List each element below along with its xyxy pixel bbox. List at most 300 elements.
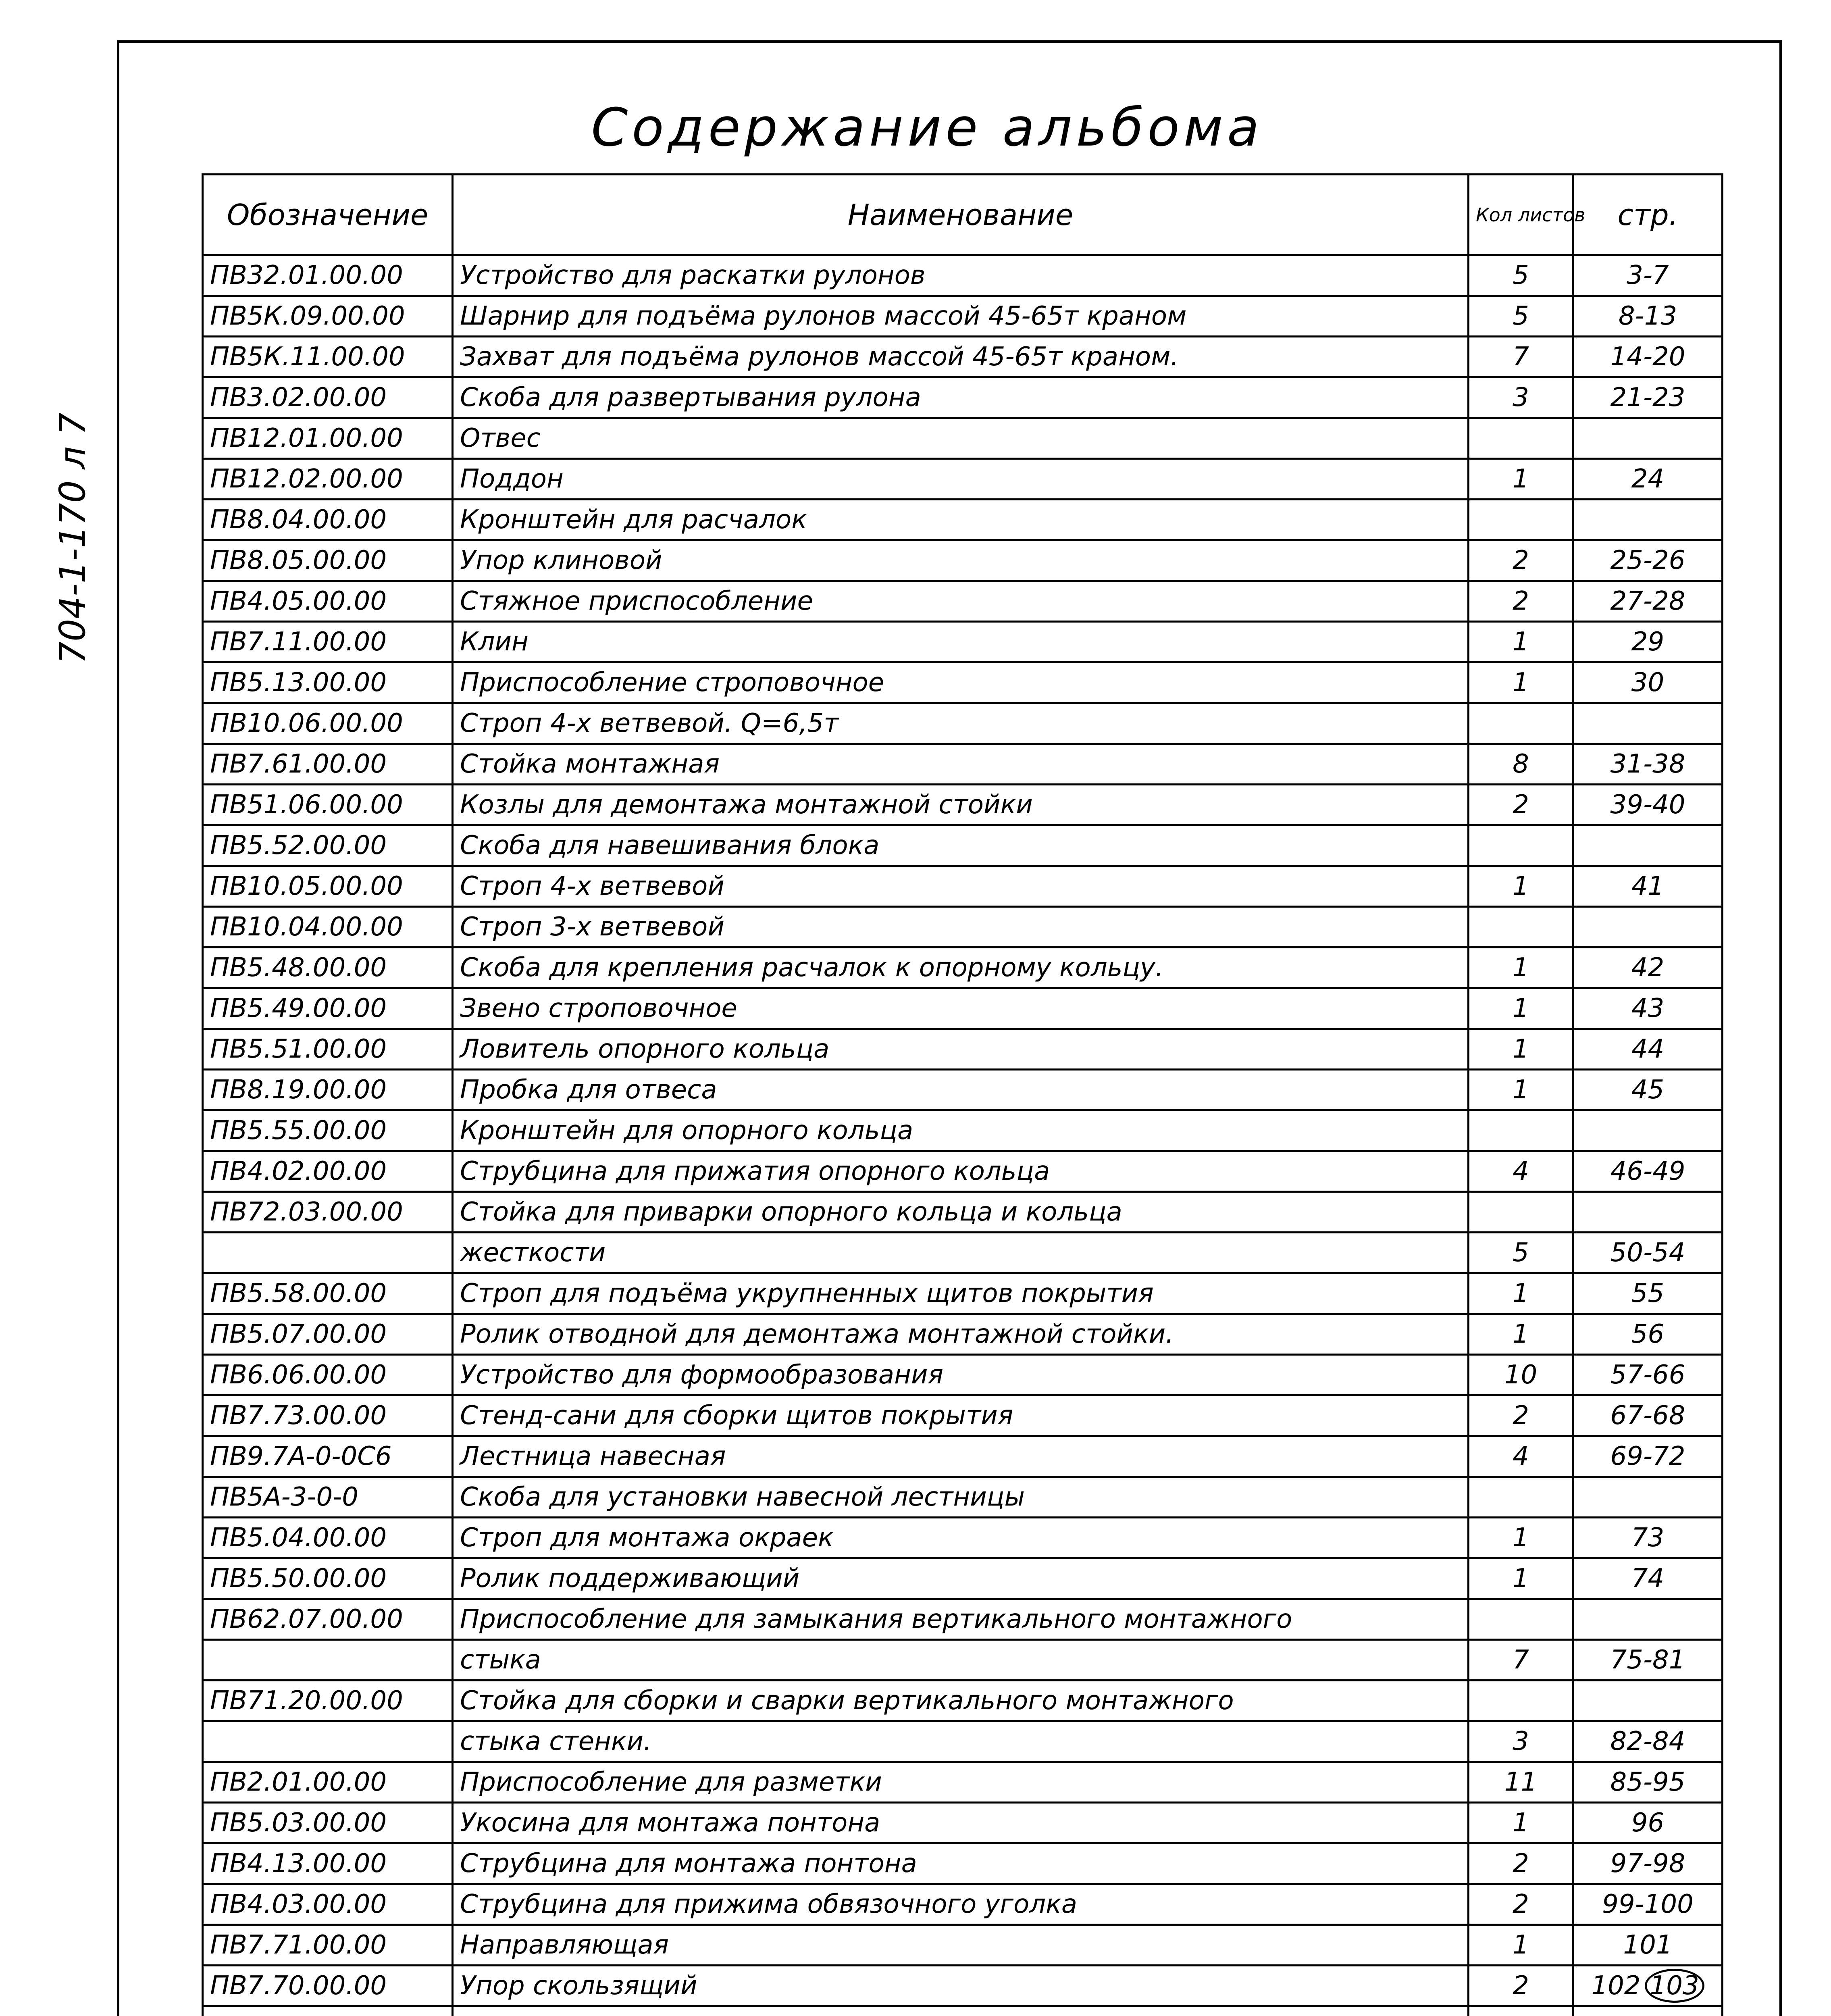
header-designation: Обозначение <box>203 175 453 255</box>
name-cell-text: Стойка монтажная <box>460 749 720 779</box>
designation-cell <box>203 703 453 744</box>
name-cell-text: Кронштейн для расчалок <box>460 505 807 535</box>
designation-cell-text: ПВ3.02.00.00 <box>210 383 387 412</box>
designation-cell <box>203 296 453 337</box>
qty-cell <box>1469 337 1573 377</box>
qty-cell <box>1469 255 1573 296</box>
name-cell <box>453 459 1469 500</box>
contents-table <box>202 173 1723 2016</box>
name-cell-text: Поддон <box>460 464 564 494</box>
name-cell-text: Упор скользящий <box>460 1971 697 2001</box>
side-designation <box>48 387 97 689</box>
qty-cell-text: 1 <box>1513 871 1529 901</box>
qty-cell <box>1469 866 1573 907</box>
page-cell <box>1573 296 1723 337</box>
page-cell <box>1573 1070 1723 1110</box>
page-cell-text: 14-20 <box>1610 342 1685 372</box>
qty-cell-text: 1 <box>1513 668 1529 698</box>
name-cell <box>453 1192 1469 1233</box>
designation-cell <box>203 907 453 948</box>
name-cell-text: Стенд-сани для сборки щитов покрытия <box>460 1401 1013 1431</box>
designation-cell <box>203 744 453 785</box>
name-cell <box>453 581 1469 622</box>
qty-cell <box>1469 703 1573 744</box>
page-cell <box>1573 866 1723 907</box>
table-row <box>203 2006 1723 2016</box>
designation-cell-text: ПВ7.61.00.00 <box>210 749 387 779</box>
page-cell <box>1573 418 1723 459</box>
table-row <box>203 459 1723 500</box>
qty-cell <box>1469 662 1573 703</box>
page-cell <box>1573 2006 1723 2016</box>
name-cell <box>453 377 1469 418</box>
designation-cell <box>203 1151 453 1192</box>
qty-cell-text: 1 <box>1513 1930 1529 1960</box>
designation-cell <box>203 1029 453 1070</box>
qty-cell <box>1469 1395 1573 1436</box>
name-cell <box>453 662 1469 703</box>
page-cell-text: 50-54 <box>1610 1238 1685 1268</box>
designation-cell-text: ПВ7.71.00.00 <box>210 1930 387 1960</box>
designation-cell-text: ПВ4.05.00.00 <box>210 586 387 616</box>
name-cell-text: Звено строповочное <box>460 993 737 1023</box>
designation-cell <box>203 1925 453 1966</box>
qty-cell <box>1469 1477 1573 1518</box>
name-cell <box>453 500 1469 540</box>
page-cell <box>1573 1681 1723 1721</box>
name-cell <box>453 2006 1469 2016</box>
page-cell <box>1573 459 1723 500</box>
designation-cell-text: ПВ7.73.00.00 <box>210 1401 387 1431</box>
qty-cell-text: 1 <box>1513 1319 1529 1349</box>
designation-cell <box>203 540 453 581</box>
table-row <box>203 500 1723 540</box>
designation-cell <box>203 1640 453 1681</box>
designation-cell-text: ПВ12.01.00.00 <box>210 423 403 453</box>
designation-cell <box>203 1681 453 1721</box>
name-cell-text: Направляющая <box>460 1930 669 1960</box>
designation-cell <box>203 1721 453 1762</box>
designation-cell-text: ПВ12.02.00.00 <box>210 464 403 494</box>
page-cell <box>1573 1355 1723 1395</box>
table-row <box>203 785 1723 825</box>
name-cell-text: Отвес <box>460 423 541 453</box>
qty-cell <box>1469 296 1573 337</box>
page-cell <box>1573 1599 1723 1640</box>
qty-cell <box>1469 2006 1573 2016</box>
designation-cell-text: ПВ4.13.00.00 <box>210 1849 387 1879</box>
name-cell-text: Лестница навесная <box>460 1441 726 1471</box>
page-cell-text: 25-26 <box>1610 546 1685 575</box>
qty-cell-text: 4 <box>1513 1441 1529 1471</box>
name-cell-text: Шарнир для подъёма рулонов массой 45-65т краном <box>460 301 1187 331</box>
name-cell-text: Клин <box>460 627 528 657</box>
qty-cell <box>1469 418 1573 459</box>
designation-cell-text: ПВ5.13.00.00 <box>210 668 387 698</box>
qty-cell <box>1469 1721 1573 1762</box>
designation-cell <box>203 1314 453 1355</box>
page-cell-text: 30 <box>1631 668 1665 698</box>
name-cell <box>453 907 1469 948</box>
circled-page-number: 103 <box>1645 1969 1704 2003</box>
qty-cell <box>1469 1925 1573 1966</box>
qty-cell <box>1469 377 1573 418</box>
designation-cell <box>203 622 453 662</box>
table-row <box>203 1273 1723 1314</box>
page-cell-text: 69-72 <box>1610 1441 1685 1471</box>
qty-cell-text: 2 <box>1513 1889 1529 1919</box>
qty-cell-text: 2 <box>1513 1401 1529 1431</box>
qty-cell <box>1469 1558 1573 1599</box>
name-cell <box>453 1803 1469 1843</box>
qty-cell <box>1469 581 1573 622</box>
name-cell-text: Струбцина для монтажа понтона <box>460 1849 917 1879</box>
table-row <box>203 1966 1723 2006</box>
name-cell <box>453 296 1469 337</box>
header-qty: Кол листов <box>1469 175 1573 255</box>
name-cell <box>453 1721 1469 1762</box>
table-row <box>203 1843 1723 1884</box>
qty-cell-text: 2 <box>1513 1971 1529 2001</box>
qty-cell-text: 7 <box>1513 1645 1529 1675</box>
designation-cell-text: ПВ8.04.00.00 <box>210 505 387 535</box>
table-header-row <box>203 175 1723 255</box>
name-cell <box>453 1070 1469 1110</box>
table-row <box>203 581 1723 622</box>
designation-cell-text: ПВ10.04.00.00 <box>210 912 403 942</box>
table-row <box>203 1395 1723 1436</box>
name-cell-text: Приспособление для разметки <box>460 1767 882 1797</box>
table-row <box>203 1762 1723 1803</box>
qty-cell-text: 2 <box>1513 790 1529 820</box>
name-cell <box>453 1233 1469 1273</box>
name-cell <box>453 1966 1469 2006</box>
table-row <box>203 1192 1723 1233</box>
name-cell-text: Ролик отводной для демонтажа монтажной стойки. <box>460 1319 1174 1349</box>
name-cell-text: Ролик поддерживающий <box>460 1564 800 1593</box>
name-cell-text: Устройство для формообразования <box>460 1360 943 1390</box>
designation-cell <box>203 337 453 377</box>
name-cell <box>453 785 1469 825</box>
designation-cell <box>203 1070 453 1110</box>
designation-cell-text: ПВ71.20.00.00 <box>210 1686 403 1716</box>
qty-cell <box>1469 1436 1573 1477</box>
designation-cell-text: ПВ5К.09.00.00 <box>210 301 405 331</box>
page-cell <box>1573 1477 1723 1518</box>
page-cell <box>1573 988 1723 1029</box>
page-cell-text: 74 <box>1631 1564 1665 1593</box>
page-cell <box>1573 1884 1723 1925</box>
qty-cell <box>1469 1233 1573 1273</box>
qty-cell-text: 1 <box>1513 1034 1529 1064</box>
name-cell <box>453 1762 1469 1803</box>
qty-cell-text: 5 <box>1513 301 1529 331</box>
qty-cell-text: 11 <box>1504 1767 1538 1797</box>
qty-cell <box>1469 1029 1573 1070</box>
page-cell-text: 3-7 <box>1627 260 1669 290</box>
name-cell <box>453 988 1469 1029</box>
name-cell-text: Устройство для раскатки рулонов <box>460 260 926 290</box>
designation-cell <box>203 255 453 296</box>
name-cell <box>453 744 1469 785</box>
table-row <box>203 377 1723 418</box>
designation-cell <box>203 1966 453 2006</box>
designation-cell-text: ПВ9.7А-0-0С6 <box>210 1441 392 1471</box>
name-cell <box>453 540 1469 581</box>
name-cell-text: Скоба для навешивания блока <box>460 831 880 860</box>
page-cell-text: 39-40 <box>1610 790 1685 820</box>
page-cell <box>1573 500 1723 540</box>
designation-cell-text: ПВ5.49.00.00 <box>210 993 387 1023</box>
qty-cell <box>1469 1681 1573 1721</box>
page-cell-text: 85-95 <box>1610 1767 1685 1797</box>
designation-cell-text: ПВ10.05.00.00 <box>210 871 403 901</box>
qty-cell-text: 2 <box>1513 586 1529 616</box>
page-cell-text: 8-13 <box>1618 301 1677 331</box>
name-cell-text: Стойка для сборки и сварки вертикального монтажного <box>460 1686 1234 1716</box>
designation-cell-text: ПВ5.07.00.00 <box>210 1319 387 1349</box>
page-cell-text: 21-23 <box>1610 383 1685 412</box>
designation-cell-text: ПВ32.01.00.00 <box>210 260 403 290</box>
qty-cell-text: 1 <box>1513 1279 1529 1308</box>
name-cell <box>453 1599 1469 1640</box>
qty-cell <box>1469 540 1573 581</box>
page-cell-text: 43 <box>1631 993 1665 1023</box>
side-designation-text: 704-1-170 л 7 <box>52 412 94 664</box>
page-cell-text: 102 <box>1591 1971 1641 2001</box>
designation-cell <box>203 1762 453 1803</box>
designation-cell-text: ПВ72.03.00.00 <box>210 1197 403 1227</box>
name-cell <box>453 1029 1469 1070</box>
designation-cell-text: ПВ5.04.00.00 <box>210 1523 387 1553</box>
designation-cell <box>203 662 453 703</box>
designation-cell-text: ПВ2.01.00.00 <box>210 1767 387 1797</box>
name-cell <box>453 1355 1469 1395</box>
header-name: Наименование <box>453 175 1469 255</box>
qty-cell <box>1469 1355 1573 1395</box>
page-cell <box>1573 1273 1723 1314</box>
designation-cell <box>203 825 453 866</box>
page-cell <box>1573 825 1723 866</box>
page-cell <box>1573 255 1723 296</box>
name-cell <box>453 1558 1469 1599</box>
table-row <box>203 1681 1723 1721</box>
designation-cell <box>203 1395 453 1436</box>
page-cell <box>1573 622 1723 662</box>
page-cell <box>1573 1110 1723 1151</box>
name-cell <box>453 1518 1469 1558</box>
name-cell <box>453 622 1469 662</box>
designation-cell-text: ПВ6.06.00.00 <box>210 1360 387 1390</box>
table-row <box>203 662 1723 703</box>
qty-cell-text: 10 <box>1504 1360 1538 1390</box>
name-cell-text: Строп для монтажа окраек <box>460 1523 834 1553</box>
page-cell <box>1573 581 1723 622</box>
qty-cell-text: 1 <box>1513 1808 1529 1838</box>
qty-cell-text: 1 <box>1513 627 1529 657</box>
header-page: стр. <box>1573 175 1723 255</box>
page-cell <box>1573 662 1723 703</box>
table-row <box>203 1070 1723 1110</box>
qty-cell <box>1469 1110 1573 1151</box>
table-row <box>203 255 1723 296</box>
table-row <box>203 988 1723 1029</box>
name-cell-text: Приспособление строповочное <box>460 668 884 698</box>
page-cell <box>1573 744 1723 785</box>
designation-cell <box>203 1884 453 1925</box>
page-cell-text: 31-38 <box>1610 749 1685 779</box>
qty-cell <box>1469 500 1573 540</box>
page-cell <box>1573 1721 1723 1762</box>
page-cell <box>1573 1436 1723 1477</box>
qty-cell <box>1469 1762 1573 1803</box>
designation-cell <box>203 1355 453 1395</box>
designation-cell <box>203 948 453 988</box>
table-row <box>203 866 1723 907</box>
page-cell <box>1573 1640 1723 1681</box>
qty-cell <box>1469 622 1573 662</box>
page-cell-text: 41 <box>1631 871 1665 901</box>
qty-cell-text: 4 <box>1513 1156 1529 1186</box>
qty-cell-text: 3 <box>1513 1727 1529 1756</box>
name-cell-text: Козлы для демонтажа монтажной стойки <box>460 790 1033 820</box>
table-row <box>203 1029 1723 1070</box>
qty-cell-text: 7 <box>1513 342 1529 372</box>
designation-cell-text: ПВ5А-3-0-0 <box>210 1482 358 1512</box>
designation-cell-text: ПВ8.19.00.00 <box>210 1075 387 1105</box>
designation-cell <box>203 2006 453 2016</box>
page-cell <box>1573 1233 1723 1273</box>
page-cell <box>1573 540 1723 581</box>
name-cell <box>453 1273 1469 1314</box>
page-cell-text: 82-84 <box>1610 1727 1685 1756</box>
page-cell-text: 27-28 <box>1610 586 1685 616</box>
page-cell-text: 97-98 <box>1610 1849 1685 1879</box>
name-cell-text: Скоба для развертывания рулона <box>460 383 921 412</box>
name-cell-text: Стяжное приспособление <box>460 586 813 616</box>
qty-cell <box>1469 988 1573 1029</box>
page-title: Содержание альбома <box>591 97 1263 158</box>
qty-cell <box>1469 1843 1573 1884</box>
table-row <box>203 744 1723 785</box>
qty-cell <box>1469 1192 1573 1233</box>
page-cell <box>1573 948 1723 988</box>
qty-cell <box>1469 1151 1573 1192</box>
qty-cell <box>1469 907 1573 948</box>
designation-cell <box>203 1110 453 1151</box>
name-cell-text: Ловитель опорного кольца <box>460 1034 830 1064</box>
name-cell-text: Скоба для крепления расчалок к опорному кольцу. <box>460 953 1164 983</box>
page-cell-text: 29 <box>1631 627 1665 657</box>
designation-cell <box>203 988 453 1029</box>
name-cell <box>453 1884 1469 1925</box>
qty-cell-text: 1 <box>1513 1075 1529 1105</box>
name-cell-text: Струбцина для прижима обвязочного уголка <box>460 1889 1078 1919</box>
designation-cell <box>203 1599 453 1640</box>
page-cell-text: 101 <box>1623 1930 1673 1960</box>
qty-cell-text: 5 <box>1513 260 1529 290</box>
table-row <box>203 1355 1723 1395</box>
name-cell <box>453 1395 1469 1436</box>
qty-cell <box>1469 1884 1573 1925</box>
table-row <box>203 1884 1723 1925</box>
name-cell-text: Строп 3-х ветвевой <box>460 912 724 942</box>
qty-cell <box>1469 1273 1573 1314</box>
page-cell <box>1573 377 1723 418</box>
page-cell <box>1573 1925 1723 1966</box>
designation-cell <box>203 459 453 500</box>
qty-cell-text: 1 <box>1513 993 1529 1023</box>
designation-cell <box>203 500 453 540</box>
designation-cell <box>203 866 453 907</box>
qty-cell <box>1469 459 1573 500</box>
page-cell-text: 67-68 <box>1610 1401 1685 1431</box>
name-cell <box>453 948 1469 988</box>
designation-cell-text: ПВ5.55.00.00 <box>210 1116 387 1145</box>
name-cell-text: Захват для подъёма рулонов массой 45-65т краном. <box>460 342 1179 372</box>
table-row <box>203 1558 1723 1599</box>
name-cell <box>453 337 1469 377</box>
page-cell-text: 96 <box>1631 1808 1665 1838</box>
table-row <box>203 1599 1723 1640</box>
page-cell <box>1573 1029 1723 1070</box>
table-row <box>203 1477 1723 1518</box>
page-cell-text: 46-49 <box>1610 1156 1685 1186</box>
qty-cell <box>1469 825 1573 866</box>
table-row <box>203 418 1723 459</box>
page-cell-text: 42 <box>1631 953 1665 983</box>
qty-cell-text: 1 <box>1513 1564 1529 1593</box>
designation-cell-text: ПВ8.05.00.00 <box>210 546 387 575</box>
table-row <box>203 296 1723 337</box>
qty-cell <box>1469 1599 1573 1640</box>
table-row <box>203 1640 1723 1681</box>
page-cell <box>1573 1843 1723 1884</box>
designation-cell-text: ПВ5.50.00.00 <box>210 1564 387 1593</box>
name-cell-text: Струбцина для прижатия опорного кольца <box>460 1156 1050 1186</box>
qty-cell-text: 1 <box>1513 953 1529 983</box>
table-row <box>203 1721 1723 1762</box>
page-cell-text: 73 <box>1631 1523 1665 1553</box>
page-cell-text: 57-66 <box>1610 1360 1685 1390</box>
table-row <box>203 948 1723 988</box>
table-row <box>203 337 1723 377</box>
page-cell <box>1573 1558 1723 1599</box>
table-row <box>203 540 1723 581</box>
name-cell <box>453 1477 1469 1518</box>
page-cell <box>1573 785 1723 825</box>
name-cell <box>453 1436 1469 1477</box>
name-cell <box>453 1110 1469 1151</box>
page-cell <box>1573 1518 1723 1558</box>
page-cell-text: 55 <box>1631 1279 1665 1308</box>
designation-cell-text: ПВ5.52.00.00 <box>210 831 387 860</box>
qty-cell-text: 3 <box>1513 383 1529 412</box>
page-cell <box>1573 1762 1723 1803</box>
designation-cell <box>203 1843 453 1884</box>
designation-cell <box>203 377 453 418</box>
page-cell <box>1573 703 1723 744</box>
name-cell <box>453 1640 1469 1681</box>
name-cell-text: Стойка для приварки опорного кольца и кольца <box>460 1197 1122 1227</box>
name-cell <box>453 1314 1469 1355</box>
designation-cell <box>203 581 453 622</box>
name-cell-text: Строп 4-х ветвевой. Q=6,5т <box>460 708 839 738</box>
name-cell-text: стыка стенки. <box>460 1727 652 1756</box>
page-cell-text: 44 <box>1631 1034 1665 1064</box>
name-cell-text: Приспособление для замыкания вертикального монтажного <box>460 1604 1292 1634</box>
name-cell-text: Упор клиновой <box>460 546 662 575</box>
